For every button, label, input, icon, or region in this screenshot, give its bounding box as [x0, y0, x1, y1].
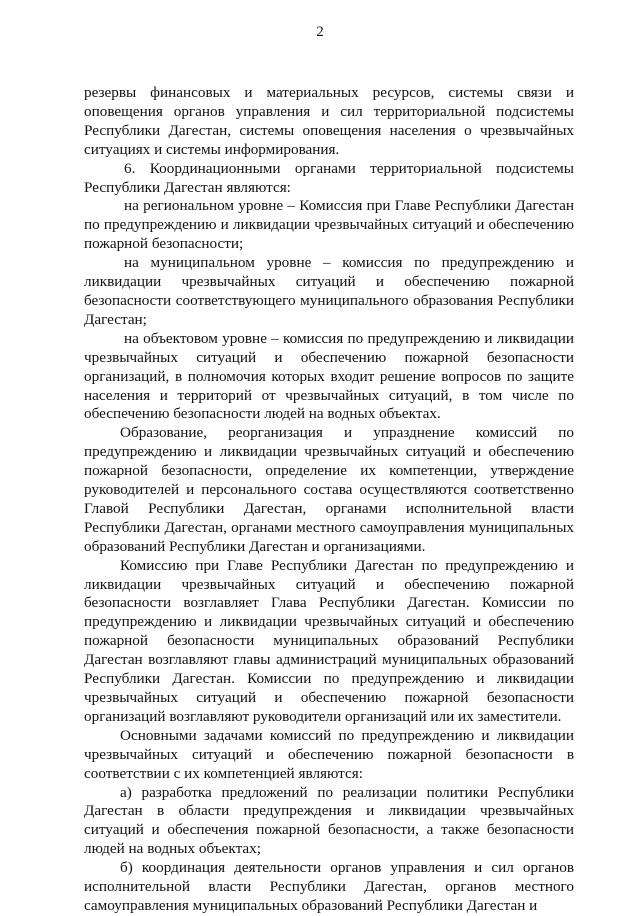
page-number: 2 — [316, 24, 324, 40]
paragraph-coordination-bodies: 6. Координационными органами территориальной подсистемы Республики Дагестан являются: — [84, 159, 574, 196]
paragraph-municipal-level: на муниципальном уровне – комиссия по предупреждению и ликвидации чрезвычайных ситуаций и обеспечению пожарной безопасности соответствующего муниципального образования Республики Дагестан; — [84, 254, 574, 328]
paragraph-regional-level: на региональном уровне – Комиссия при Главе Республики Дагестан по предупреждению и ликвидации чрезвычайных ситуаций и обеспечению пожарной безопасности; — [84, 197, 574, 253]
paragraph-task-a: а) разработка предложений по реализации политики Республики Дагестан в области предупреждения и ликвидации чрезвычайных ситуаций и обеспечения пожарной безопасности, а также безопасности людей на водных объектах; — [84, 783, 574, 858]
paragraph-formation-of-commissions: Образование, реорганизация и упразднение комиссий по предупреждению и ликвидации чрезвычайных ситуаций и обеспечению пожарной безопасности, определение их компетенции, утверждение руководителей и персонального состава осуществляются соответственно Главой Республики Дагестан, органами исполнительной власти Республики Дагестан, органами местного самоуправления муниципальных образований Республики Дагестан и организациями. — [84, 424, 574, 555]
paragraph-commission-heads: Комиссию при Главе Республики Дагестан по предупреждению и ликвидации чрезвычайных ситуаций и обеспечению пожарной безопасности возглавляет Глава Республики Дагестан. Комиссии по предупреждению и ликвидации чрезвычайных ситуаций и обеспечению пожарной безопасности муниципальных образований Республики Дагестан возглавляют главы администраций муниципальных образований Республики Дагестан. Комиссии по предупреждению и ликвидации чрезвычайных ситуаций и обеспечению пожарной безопасности организаций возглавляют руководители организаций или их заместители. — [84, 556, 574, 725]
document-body — [84, 84, 574, 916]
paragraph-task-b: б) координация деятельности органов управления и сил органов исполнительной власти Республики Дагестан, органов местного самоуправления муниципальных образований Республики Дагестан и — [84, 859, 574, 914]
paragraph-reserves: резервы финансовых и материальных ресурсов, системы связи и оповещения органов управления и сил территориальной подсистемы Республики Дагестан, системы оповещения населения о чрезвычайных ситуациях и системы информирования. — [84, 84, 574, 158]
paragraph-object-level: на объектовом уровне – комиссия по предупреждению и ликвидации чрезвычайных ситуаций и обеспечению пожарной безопасности организаций, в полномочия которых входит решение вопросов по защите населения и территорий от чрезвычайных ситуаций, в том числе по обеспечению безопасности людей на водных объектах. — [84, 329, 574, 423]
paragraph-main-tasks: Основными задачами комиссий по предупреждению и ликвидации чрезвычайных ситуаций и обеспечению пожарной безопасности в соответствии с их компетенцией являются: — [84, 726, 574, 782]
